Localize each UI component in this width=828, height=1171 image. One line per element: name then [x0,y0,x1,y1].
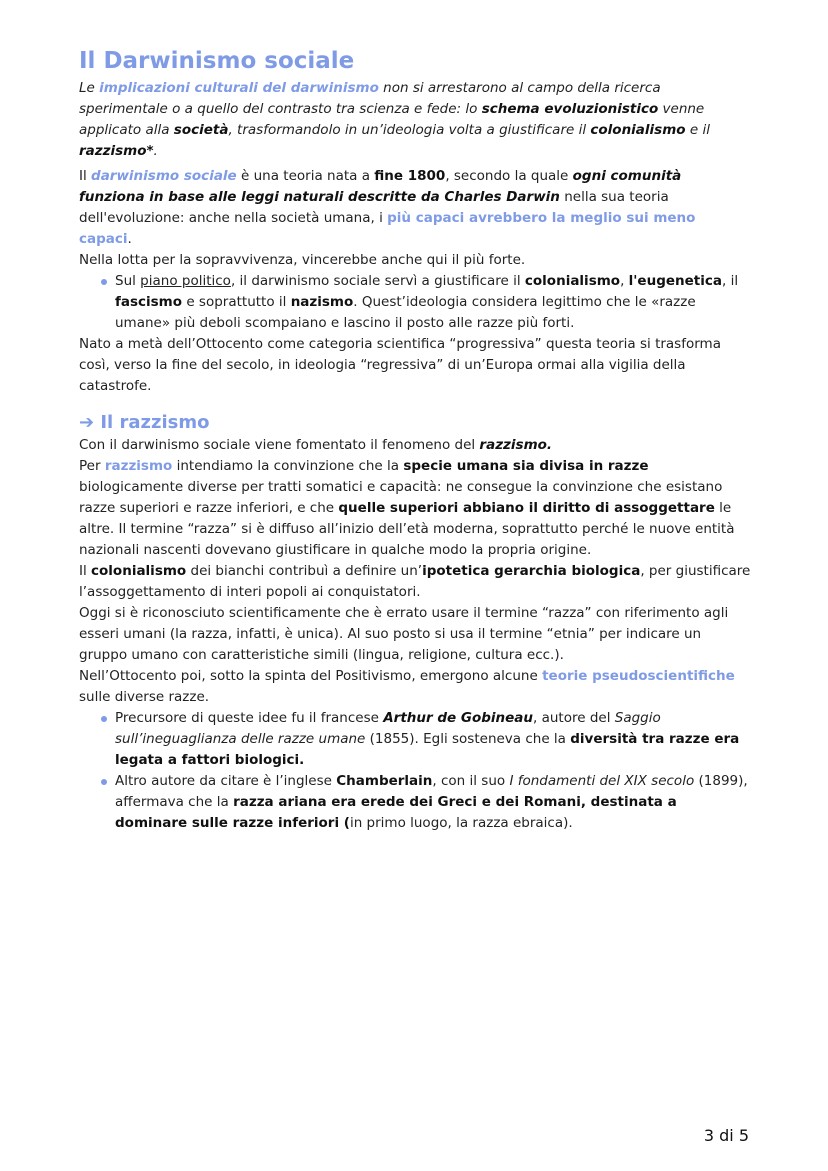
list-item-gobineau: Precursore di queste idee fu il francese Arthur de Gobineau, autore del Saggio sull’ineguaglianza delle razze umane (1855). Egli sosteneva che la diversità tra razze era legata a fattori biologici. [115,708,751,771]
authors-list [79,708,751,834]
definition-paragraph: Il darwinismo sociale è una teoria nata a fine 1800, secondo la quale ogni comunità funziona in base alle leggi naturali descritte da Charles Darwin nella sua teoria dell'evoluzione: anche nella società umana, i più capaci avrebbero la meglio sui meno capaci. [79,168,696,247]
colonialism-paragraph: Il colonialismo dei bianchi contribuì a definire un’ipotetica gerarchia biologica, per giustificare l’assoggettamento di interi popoli ai conquistatori. [79,563,751,600]
razzismo-intro: Con il darwinismo sociale viene fomentato il fenomeno del razzismo. [79,437,553,453]
page-number: 3 di 5 [703,1126,749,1145]
list-item-chamberlain: Altro autore da citare è l’inglese Chamberlain, con il suo I fondamenti del XIX secolo (1899), affermava che la razza ariana era erede dei Greci e dei Romani, destinata a dominare sulle razze inferiori (in primo luogo, la razza ebraica). [115,771,751,834]
born-paragraph: Nato a metà dell’Ottocento come categoria scientifica “progressiva” questa teoria si trasforma così, verso la fine del secolo, in ideologia “regressiva” di un’Europa ormai alla vigilia della catastrofe. [79,336,721,394]
intro-paragraph: Le implicazioni culturali del darwinismo non si arrestarono al campo della ricerca sperimentale o a quello del contrasto tra scienza e fede: lo schema evoluzionistico venne applicato alla società, trasformandolo in un’ideologia volta a giustificare il colonialismo e il razzismo*. [79,80,710,159]
political-list [79,271,751,334]
page-title: Il Darwinismo sociale [79,48,355,74]
razzismo-definition: Per razzismo intendiamo la convinzione che la specie umana sia divisa in razze biologicamente diverse per tratti somatici e capacità: ne consegue la convinzione che esistano razze superiori e razze inferiori, e che quelle superiori abbiano il diritto di assoggettare le altre. Il termine “razza” si è diffuso all’inizio dell’età moderna, soprattutto perché le nuove entità nazionali nascenti dovevano giustificare in qualche modo la propria origine. [79,458,735,558]
section-title-razzismo: ➔ Il razzismo [79,412,210,433]
page-content [79,46,751,834]
today-paragraph: Oggi si è riconosciuto scientificamente che è errato usare il termine “razza” con riferimento agli esseri umani (la razza, infatti, è unica). Al suo posto si usa il termine “etnia” per indicare un gruppo umano con caratteristiche simili (lingua, religione, cultura ecc.). [79,605,729,663]
struggle-paragraph: Nella lotta per la sopravvivenza, vincerebbe anche qui il più forte. [79,252,526,268]
list-item-political: Sul piano politico, il darwinismo sociale servì a giustificare il colonialismo, l'eugenetica, il fascismo e soprattutto il nazismo. Quest’ideologia considera legittimo che le «razze umane» più deboli scompaiano e lascino il posto alle razze più forti. [115,271,751,334]
theories-paragraph: Nell’Ottocento poi, sotto la spinta del Positivismo, emergono alcune teorie pseudoscientifiche sulle diverse razze. [79,668,735,705]
